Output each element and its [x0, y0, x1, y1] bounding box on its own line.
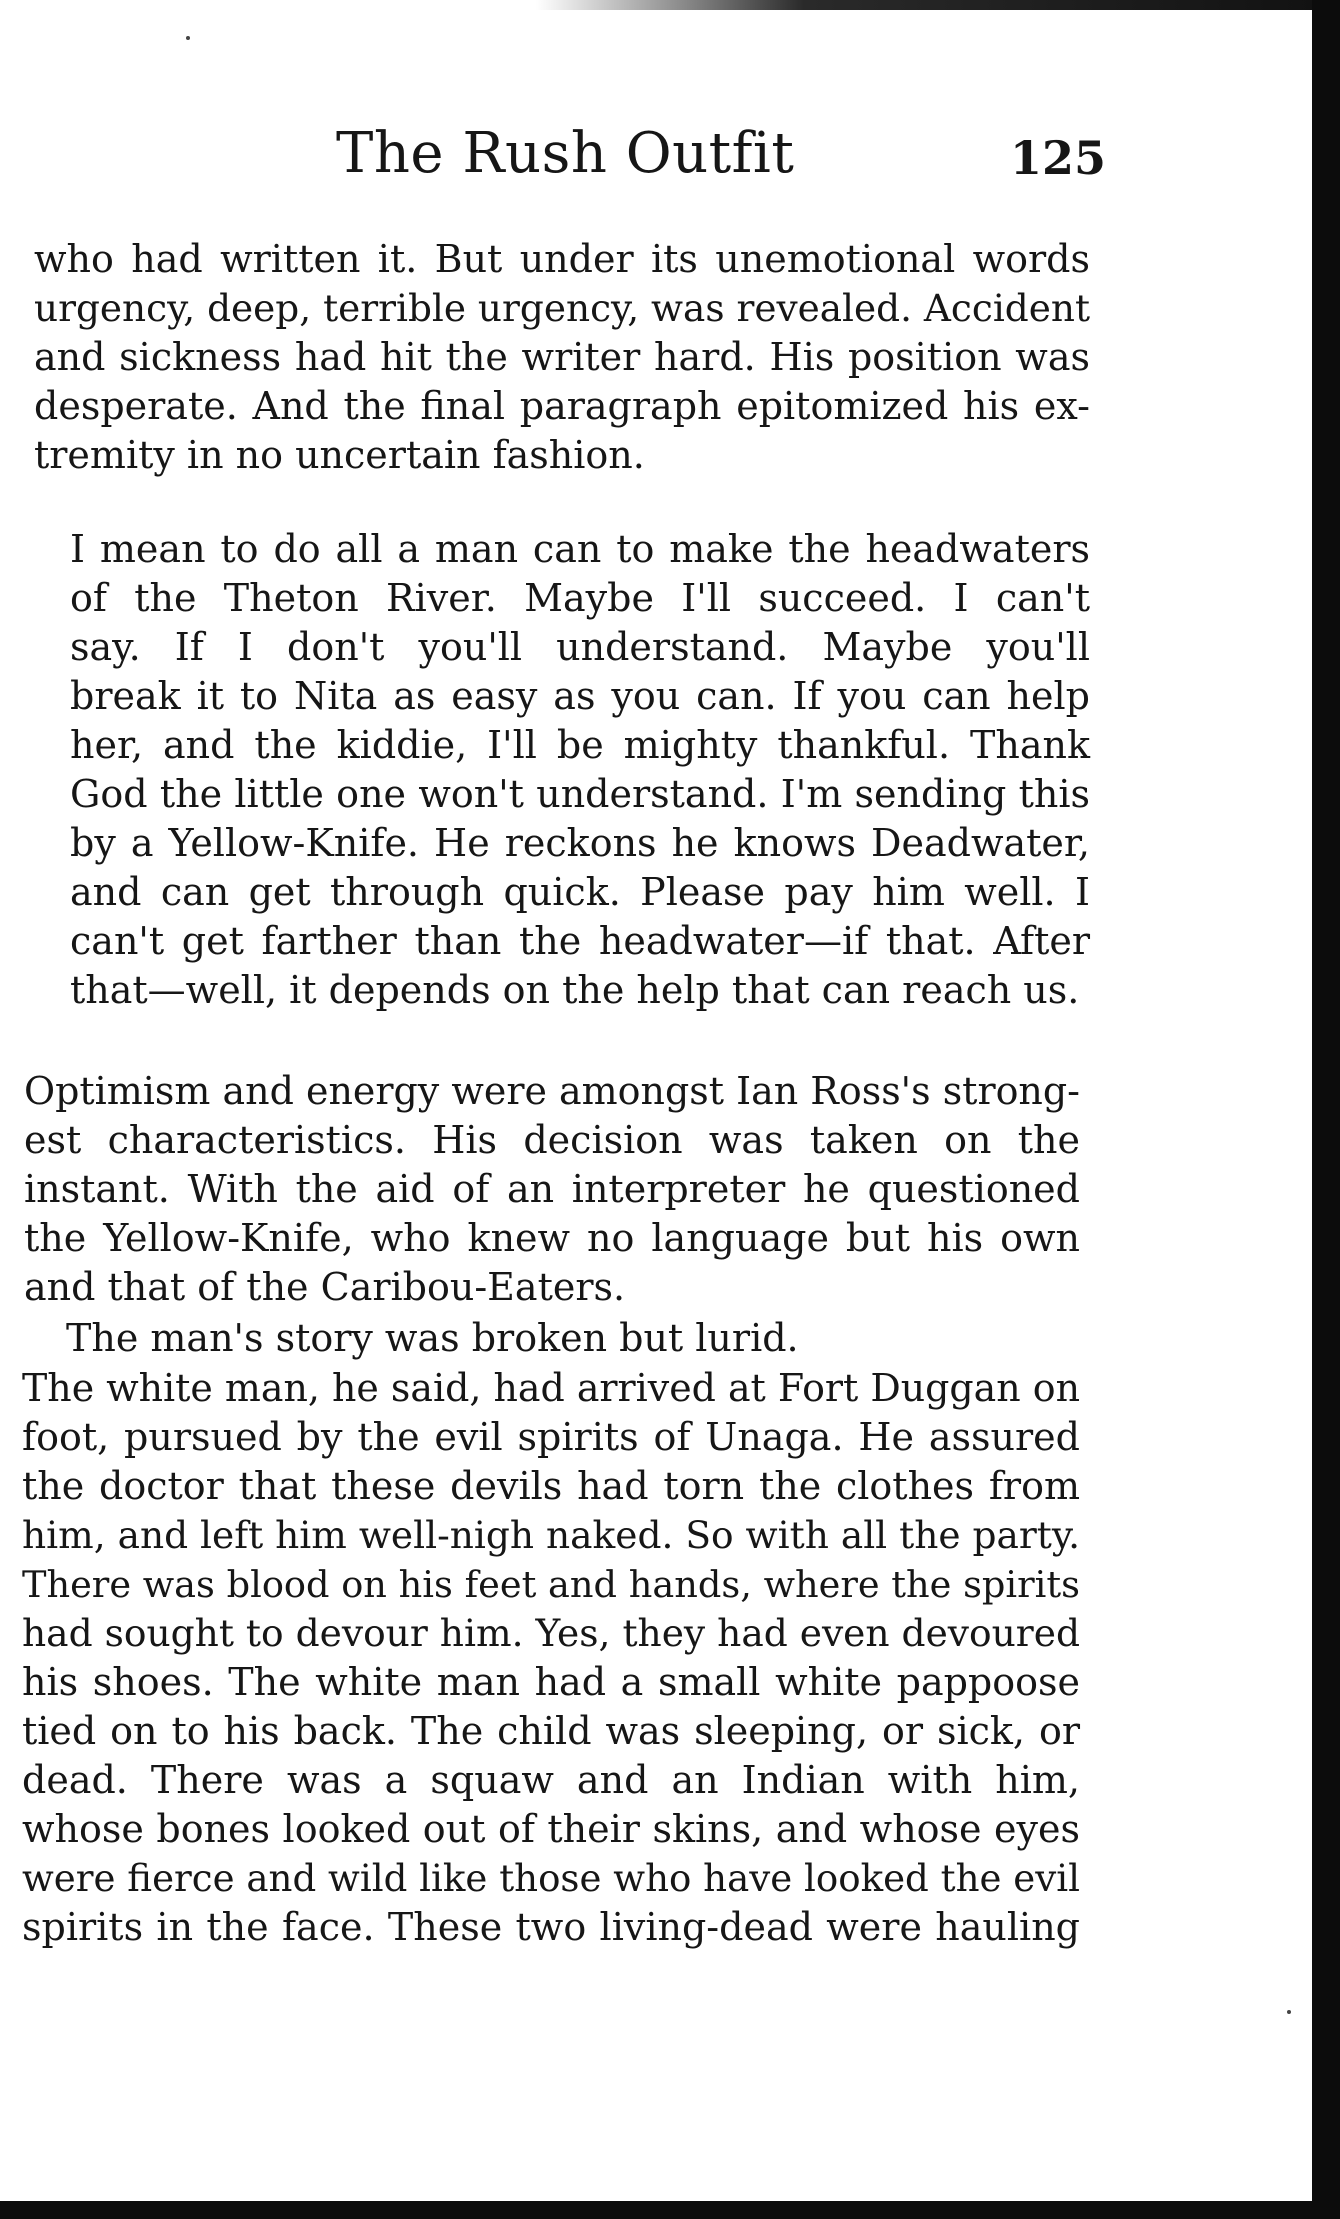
- page-header: [0, 118, 1312, 198]
- paragraph: [24, 1067, 1080, 1312]
- text-line: and sickness had hit the writer hard. His position was: [34, 335, 1090, 379]
- text-line: spirits in the face. These two living-dead were hauling: [22, 1905, 1080, 1949]
- text-line: whose bones looked out of their skins, and whose eyes: [22, 1807, 1080, 1851]
- text-line: that—well, it depends on the help that can reach us.: [70, 968, 1080, 1012]
- page-number: 125: [1010, 131, 1107, 185]
- paragraph: [22, 1364, 1080, 1952]
- text-line: The white man, he said, had arrived at Fort Duggan on: [22, 1366, 1080, 1410]
- scan-edge-bottom: [0, 2201, 1340, 2219]
- text-line: and that of the Caribou-Eaters.: [24, 1265, 626, 1309]
- text-line: who had written it. But under its unemotional words: [34, 237, 1090, 281]
- text-line: dead. There was a squaw and an Indian with him,: [22, 1758, 1080, 1802]
- paragraph: [66, 1314, 1080, 1363]
- scan-speck: [1287, 2010, 1291, 2014]
- text-line: There was blood on his feet and hands, where the spirits: [22, 1563, 1080, 1606]
- text-line: tied on to his back. The child was sleeping, or sick, or: [22, 1709, 1080, 1753]
- text-line: and can get through quick. Please pay him well. I: [70, 870, 1090, 914]
- text-line: had sought to devour him. Yes, they had even devoured: [22, 1611, 1080, 1655]
- text-line: tremity in no uncertain fashion.: [34, 433, 645, 477]
- text-line: him, and left him well-nigh naked. So with all the party.: [22, 1513, 1080, 1557]
- text-line: his shoes. The white man had a small white pappoose: [22, 1660, 1080, 1704]
- text-line: break it to Nita as easy as you can. If you can help: [70, 674, 1090, 718]
- text-line: instant. With the aid of an interpreter he questioned: [24, 1167, 1080, 1211]
- text-line: desperate. And the final paragraph epitomized his ex-: [34, 384, 1090, 428]
- text-line: say. If I don't you'll understand. Maybe you'll: [70, 625, 1090, 669]
- text-line: est characteristics. His decision was taken on the: [24, 1118, 1080, 1162]
- text-line: were fierce and wild like those who have looked the evil: [22, 1857, 1080, 1900]
- text-line: of the Theton River. Maybe I'll succeed. I can't: [70, 576, 1090, 620]
- text-line: foot, pursued by the evil spirits of Unaga. He assured: [22, 1415, 1080, 1459]
- text-line: The man's story was broken but lurid.: [66, 1316, 799, 1360]
- text-line: urgency, deep, terrible urgency, was revealed. Accident: [34, 286, 1090, 330]
- scan-edge-top: [0, 0, 1340, 10]
- quoted-letter: [70, 525, 1090, 1015]
- running-title: The Rush Outfit: [336, 121, 795, 186]
- paragraph-continuation: [34, 235, 1090, 480]
- text-line: God the little one won't understand. I'm sending this: [70, 772, 1090, 816]
- scan-edge-right: [1312, 0, 1340, 2219]
- text-line: by a Yellow-Knife. He reckons he knows Deadwater,: [70, 821, 1090, 865]
- text-line: the doctor that these devils had torn the clothes from: [22, 1464, 1080, 1508]
- text-line: I mean to do all a man can to make the headwaters: [70, 527, 1090, 571]
- text-line: the Yellow-Knife, who knew no language but his own: [24, 1216, 1080, 1260]
- scan-speck: [186, 36, 190, 40]
- text-line: Optimism and energy were amongst Ian Ross's strong-: [24, 1069, 1080, 1113]
- text-line: her, and the kiddie, I'll be mighty thankful. Thank: [70, 723, 1090, 767]
- text-line: can't get farther than the headwater—if that. After: [70, 919, 1090, 963]
